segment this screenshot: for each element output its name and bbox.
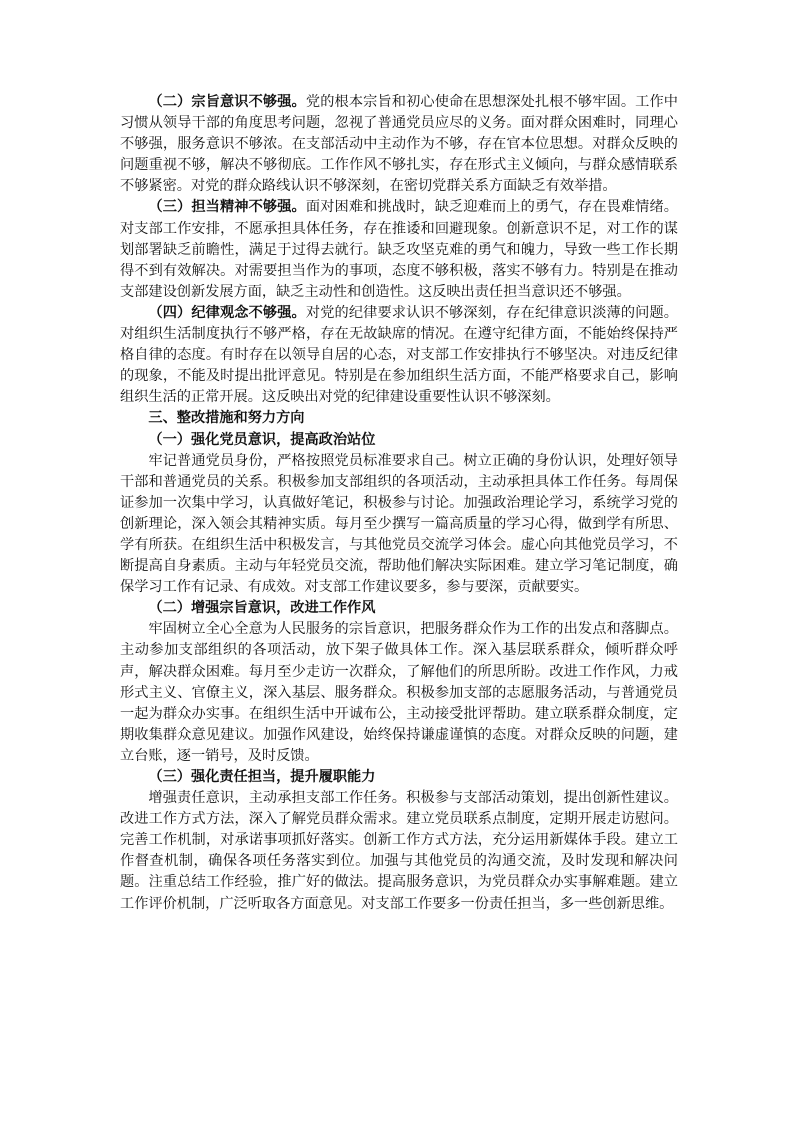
paragraph-body: 党的根本宗旨和初心使命在思想深处扎根不够牢固。工作中习惯从领导干部的角度思考问题，忽视了普通党员应尽的义务。面对群众困难时，同理心不够强，服务意识不够浓。在支部活动中主动作为不够，存在官本位思想。对群众反映的问题重视不够，解决不够彻底。工作作风不够扎实，存在形式主义倾向，与群众感情联系不够紧密。对党的群众路线认识不够深刻，在密切党群关系方面缺乏有效举措。 — [120, 94, 678, 195]
document-page — [120, 92, 678, 915]
paragraph-lead: （四）纪律观念不够强。 — [148, 304, 306, 321]
paragraph-purpose-awareness — [120, 92, 678, 197]
paragraph-body: 对党的纪律要求认识不够深刻，存在纪律意识淡薄的问题。对组织生活制度执行不够严格，存在无故缺席的情况。在遵守纪律方面，不能始终保持严格自律的态度。有时存在以领导自居的心态，对支部工作安排执行不够坚决。对违反纪律的现象，不能及时提出批评意见。特别是在参加组织生活方面，不能严格要求自己，影响组织生活的正常开展。这反映出对党的纪律建设重要性认识不够深刻。 — [120, 304, 678, 406]
subsection-heading: （二）增强宗旨意识，改进工作作风 — [148, 600, 376, 617]
paragraph-lead: （二）宗旨意识不够强。 — [148, 94, 306, 110]
subsection-heading: （一）强化党员意识，提高政治站位 — [148, 431, 376, 448]
paragraph-responsibility — [120, 197, 678, 302]
paragraph-discipline — [120, 303, 678, 408]
paragraph-party-awareness: 牢记普通党员身份，严格按照党员标准要求自己。树立正确的身份认识，处理好领导干部和普通党员的关系。积极参加支部组织的各项活动，主动承担具体工作任务。每周保证参加一次集中学习，认真做好笔记，积极参与讨论。加强政治理论学习，系统学习党的创新理论，深入领会其精神实质。每月至少撰写一篇高质量的学习心得，做到学有所思、学有所获。在组织生活中积极发言，与其他党员交流学习体会。虚心向其他党员学习，不断提高自身素质。主动与年轻党员交流，帮助他们解决实际困难。建立学习笔记制度，确保学习工作有记录、有成效。对支部工作建议要多，参与要深，贡献要实。 — [120, 452, 678, 596]
paragraph-duty-capability: 增强责任意识，主动承担支部工作任务。积极参与支部活动策划，提出创新性建议。改进工作方式方法，深入了解党员群众需求。建立党员联系点制度，定期开展走访慰问。完善工作机制，对承诺事项抓好落实。创新工作方式方法，充分运用新媒体手段。建立工作督查机制，确保各项任务落实到位。加强与其他党员的沟通交流，及时发现和解决问题。注重总结工作经验，推广好的做法。提高服务意识，为党员群众办实事解难题。建立工作评价机制，广泛听取各方面意见。对支部工作要多一份责任担当，多一些创新思维。 — [120, 790, 678, 912]
subsection-heading: （三）强化责任担当，提升履职能力 — [148, 769, 376, 785]
paragraph-body: 面对困难和挑战时，缺乏迎难而上的勇气，存在畏难情绪。对支部工作安排，不愿承担具体任务，存在推诿和回避现象。创新意识不足，对工作的谋划部署缺乏前瞻性，满足于过得去就行。缺乏攻坚克难的勇气和魄力，导致一些工作长期得不到有效解决。对需要担当作为的事项，态度不够积极，落实不够有力。特别是在推动支部建设创新发展方面，缺乏主动性和创造性。这反映出责任担当意识还不够强。 — [120, 199, 678, 300]
paragraph-work-style: 牢固树立全心全意为人民服务的宗旨意识，把服务群众作为工作的出发点和落脚点。主动参加支部组织的各项活动，放下架子做具体工作。深入基层联系群众，倾听群众呼声，解决群众困难。每月至少走访一次群众，了解他们的所思所盼。改进工作作风，力戒形式主义、官僚主义，深入基层、服务群众。积极参加支部的志愿服务活动，与普通党员一起为群众办实事。在组织生活中开诚布公，主动接受批评帮助。建立联系群众制度，定期收集群众意见建议。加强作风建设，始终保持谦虚谨慎的态度。对群众反映的问题，建立台账，逐一销号，及时反馈。 — [120, 621, 678, 764]
section-heading: 三、整改措施和努力方向 — [148, 410, 305, 427]
paragraph-lead: （三）担当精神不够强。 — [148, 199, 306, 216]
